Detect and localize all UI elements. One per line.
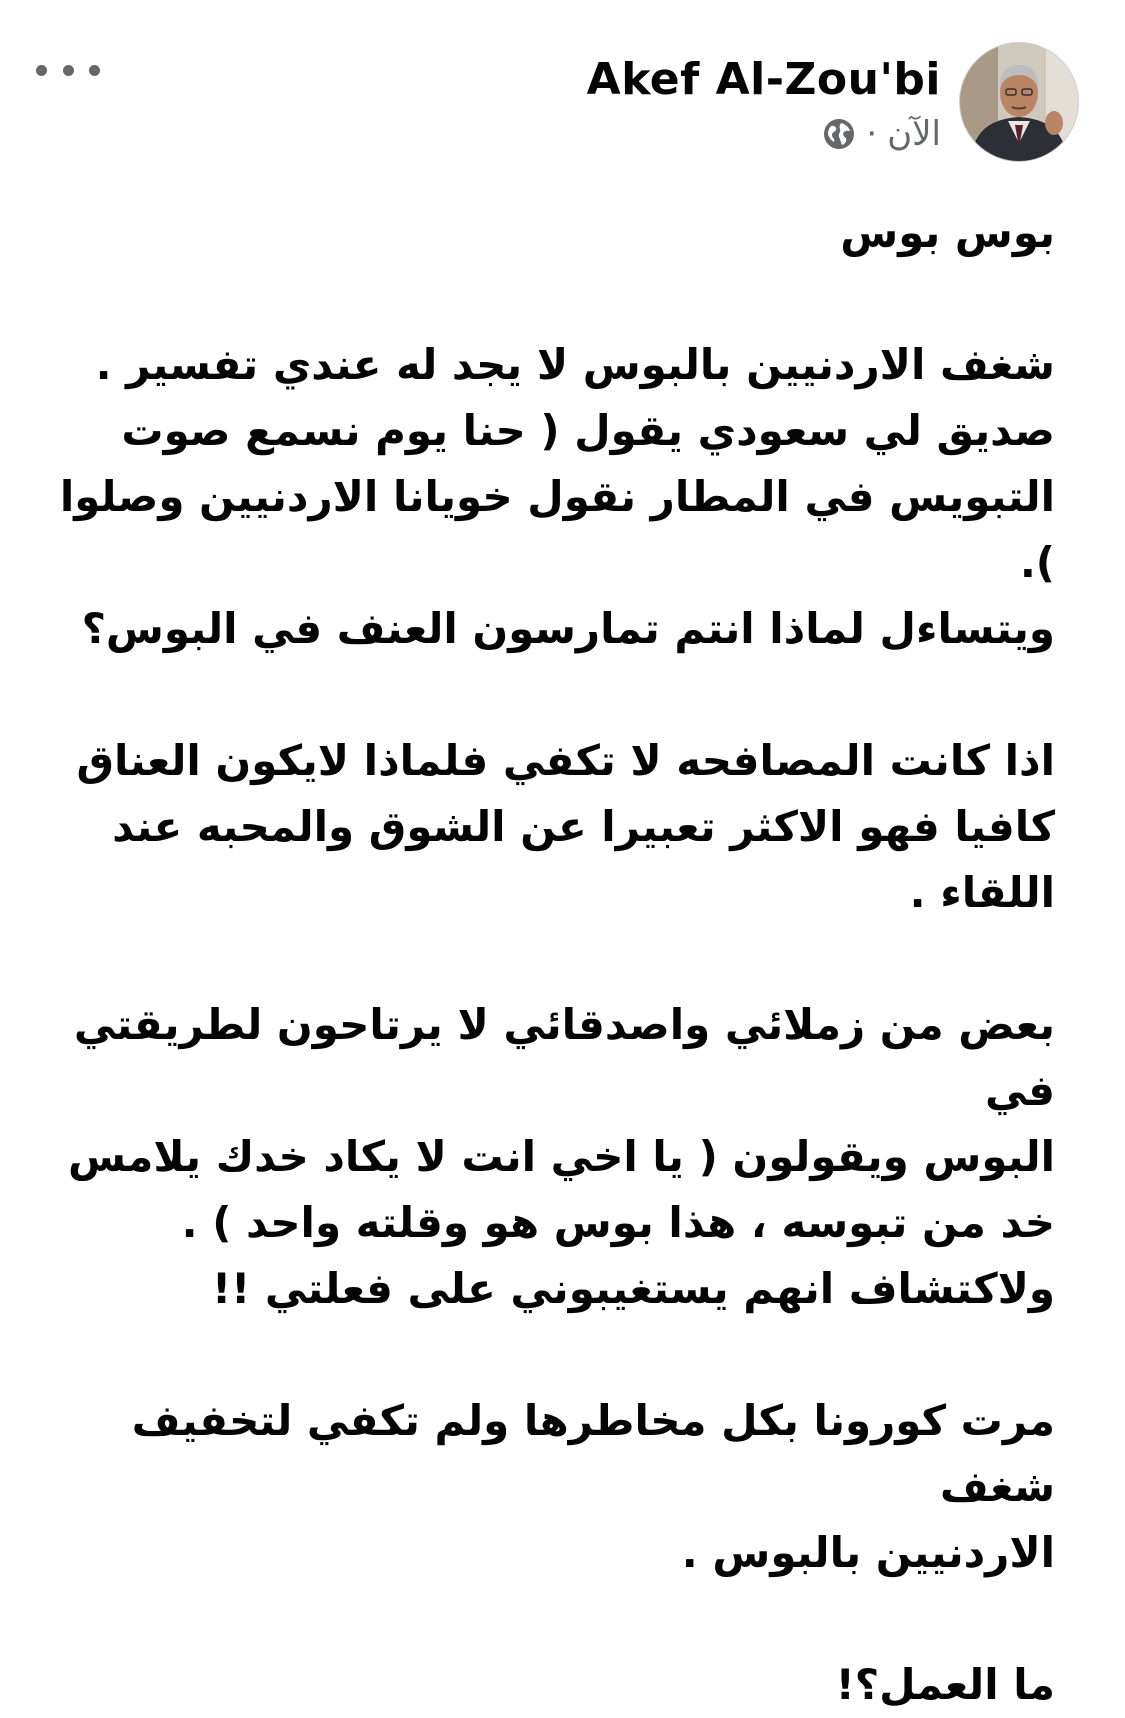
author-avatar[interactable] <box>959 42 1079 162</box>
post-timestamp[interactable]: الآن <box>887 114 941 154</box>
paragraph-spacer <box>36 266 1055 332</box>
paragraph-spacer <box>36 1322 1055 1388</box>
author-block <box>587 42 1079 162</box>
content-line: بوس بوس <box>840 208 1055 257</box>
more-options-button[interactable] <box>36 60 100 80</box>
content-line: ويتساءل لماذا انتم تمارسون العنف في البوس؟ <box>81 604 1055 653</box>
paragraph-spacer <box>36 1586 1055 1652</box>
content-line: مرت كورونا بكل مخاطرها ولم تكفي لتخفيف شغف <box>131 1396 1055 1511</box>
content-line: اللقاء . <box>909 868 1055 917</box>
content-line: البوس ويقولون ( يا اخي انت لا يكاد خدك يلامس <box>68 1132 1055 1181</box>
content-line: الاردنيين بالبوس . <box>681 1528 1055 1577</box>
post-header <box>36 42 1079 162</box>
post-meta <box>822 114 941 154</box>
content-line: ما العمل؟! <box>835 1660 1055 1709</box>
content-line: خد من تبوسه ، هذا بوس هو وقلته واحد ) . <box>181 1198 1055 1247</box>
content-line: شغف الاردنيين بالبوس لا يجد له عندي تفسير . <box>95 340 1055 389</box>
more-options-dot-icon <box>36 65 47 76</box>
paragraph-spacer <box>36 926 1055 992</box>
more-options-dot-icon <box>89 65 100 76</box>
content-line: التبويس في المطار نقول خويانا الاردنيين وصلوا ). <box>59 472 1055 587</box>
author-name[interactable]: Akef Al-Zou'bi <box>586 54 941 105</box>
meta-separator: · <box>866 114 878 154</box>
content-line: اذا كانت المصافحه لا تكفي فلماذا لايكون العناق <box>76 736 1055 785</box>
paragraph-spacer <box>36 662 1055 728</box>
content-line: كافيا فهو الاكثر تعبيرا عن الشوق والمحبه عند <box>112 802 1055 851</box>
globe-icon[interactable] <box>822 117 856 151</box>
author-text <box>587 54 941 154</box>
content-line: ولاكتشاف انهم يستغيبوني على فعلتي !! <box>211 1264 1055 1313</box>
content-line: بعض من زملائي واصدقائي لا يرتاحون لطريقتي في <box>73 1000 1055 1115</box>
post-content <box>36 200 1055 1718</box>
content-line: صديق لي سعودي يقول ( حنا يوم نسمع صوت <box>121 406 1055 455</box>
more-options-dot-icon <box>63 65 74 76</box>
